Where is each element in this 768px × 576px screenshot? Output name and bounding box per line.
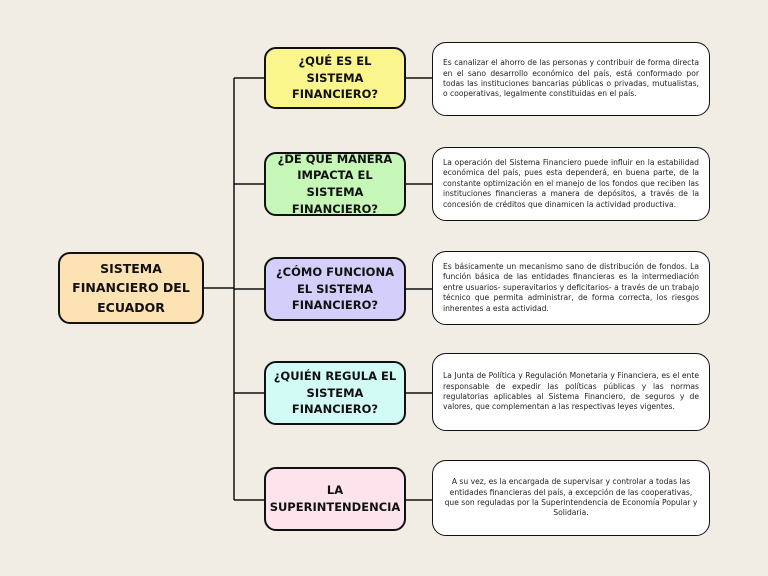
question-label: ¿QUIÉN REGULA EL SISTEMA FINANCIERO? xyxy=(273,368,397,417)
question-node-3 xyxy=(264,257,406,321)
question-node-2 xyxy=(264,152,406,216)
answer-text: Es básicamente un mecanismo sano de distribución de fondos. La función básica de las entidades financieras es la intermediación entre usuarios- superavitarios y deficitarios- a través de un trabajo técnico que permita administrar, de forma correcta, los riesgos inherentes a esta actividad. xyxy=(443,261,699,313)
root-node xyxy=(58,252,204,324)
answer-box-5 xyxy=(432,460,710,536)
question-node-5 xyxy=(264,467,406,531)
answer-text: La Junta de Política y Regulación Monetaria y Financiera, es el ente responsable de expedir las políticas públicas y las normas regulatorias aplicables al Sistema Financiero, de seguros y de valores, que complementan a las respectivas leyes vigentes. xyxy=(443,371,699,412)
answer-box-1 xyxy=(432,42,710,116)
answer-box-2 xyxy=(432,147,710,221)
root-label: SISTEMA FINANCIERO DEL ECUADOR xyxy=(72,260,190,315)
question-label: LA SUPERINTENDENCIA xyxy=(269,483,401,514)
question-node-4 xyxy=(264,361,406,425)
answer-box-3 xyxy=(432,251,710,325)
answer-box-4 xyxy=(432,353,710,431)
question-node-1 xyxy=(264,47,406,109)
question-label: ¿DE QUE MANERA IMPACTA EL SISTEMA FINANCIERO? xyxy=(277,151,393,216)
question-label: ¿QUÉ ES EL SISTEMA FINANCIERO? xyxy=(291,53,379,102)
answer-text: La operación del Sistema Financiero puede influir en la estabilidad económica del país, pues esta dependerá, en buena parte, de la constante optimización en el manejo de los fondos que reciben las instituciones financieras a manera de depósitos, a través de la concesión de créditos que dinamicen la actividad productiva. xyxy=(443,157,699,209)
answer-text: Es canalizar el ahorro de las personas y contribuir de forma directa en el sano desarrollo económico del país, está conformado por todas las instituciones bancarias públicas o privadas, mutualistas, o cooperativas, legalmente constituidas en el país. xyxy=(443,58,699,99)
answer-text: A su vez, es la encargada de supervisar y controlar a todas las entidades financieras del país, a excepción de las cooperativas, que son reguladas por la Superintendencia de Economía Popular y Solidaria. xyxy=(444,477,698,518)
question-label: ¿CÓMO FUNCIONA EL SISTEMA FINANCIERO? xyxy=(276,264,394,313)
